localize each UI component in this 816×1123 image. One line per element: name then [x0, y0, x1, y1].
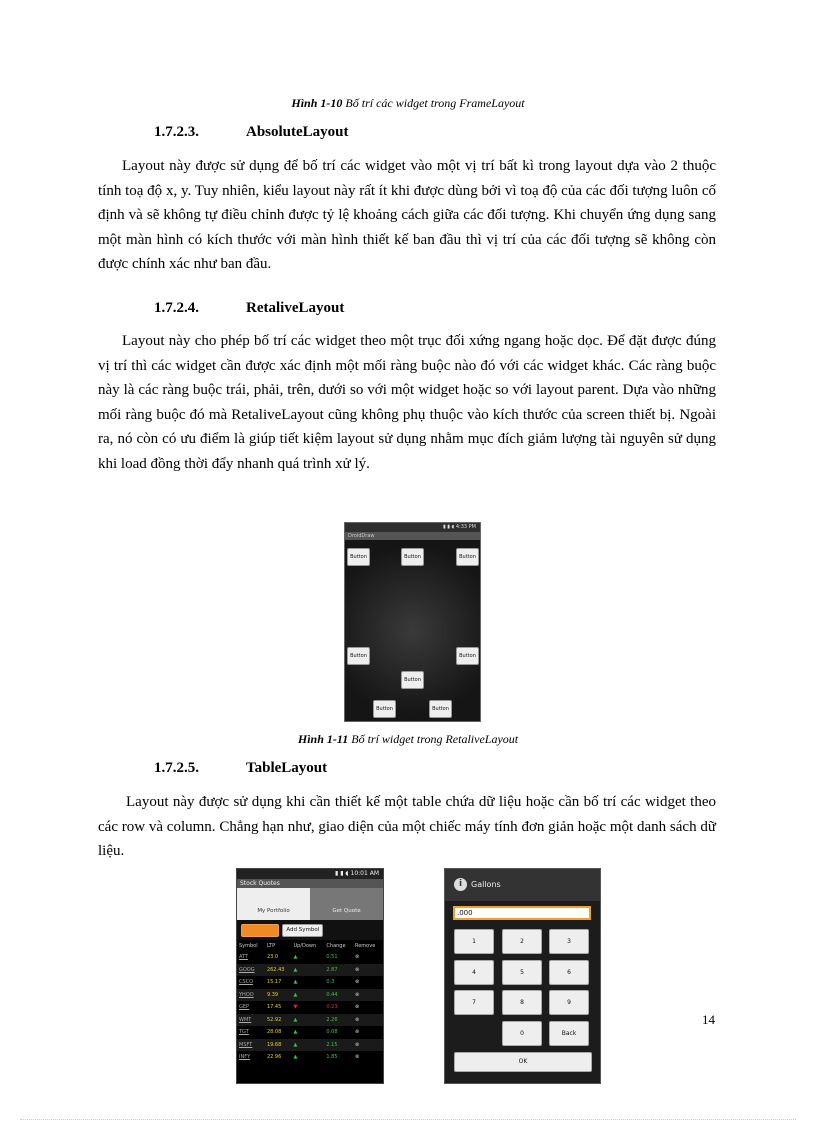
add-symbol-button[interactable]: Add Symbol — [282, 924, 323, 937]
ok-button[interactable]: OK — [454, 1052, 592, 1072]
remove-icon[interactable]: ⊗ — [353, 1014, 383, 1027]
change-value: 0.51 — [326, 954, 338, 961]
paragraph-table: Layout này được sử dụng khi cần thiết kế một table chứa dữ liệu hoặc cần bố trí các widget theo các row và column. Chẳng hạn như, giao diện của một chiếc máy tính đơn giản hoặc một danh sách dữ liệu. — [98, 794, 716, 859]
ltp-value: 52.92 — [265, 1014, 292, 1027]
table-row — [237, 1039, 383, 1052]
arrow-up-icon: ▲ — [291, 1014, 324, 1027]
gallons-dialog-screenshot — [444, 868, 601, 1084]
ltp-value: 9.39 — [265, 989, 292, 1002]
status-bar: ▮ ▮ ◖ 10:01 AM — [237, 869, 383, 879]
ltp-value: 17.45 — [266, 1004, 282, 1011]
section-title: RetaliveLayout — [246, 300, 345, 316]
arrow-up-icon: ▲ — [293, 1054, 298, 1061]
ltp-value: 22.96 — [266, 1054, 282, 1061]
column-header: Up/Down — [293, 942, 317, 949]
page-bottom-divider — [20, 1119, 796, 1120]
key-6[interactable]: 6 — [549, 960, 589, 985]
column-header: Symbol — [239, 942, 258, 949]
widget-button[interactable]: Button — [347, 647, 370, 665]
arrow-up-icon: ▲ — [291, 1039, 324, 1052]
change-value: 2.15 — [324, 1039, 353, 1052]
status-bar: ▮ ▮ ◖ 4:33 PM — [345, 523, 480, 532]
widget-button[interactable]: Button — [456, 647, 479, 665]
figure-label: Hình 1-10 — [291, 96, 343, 110]
table-row — [237, 1026, 383, 1039]
app-title: DroidDraw — [345, 532, 480, 540]
key-2[interactable]: 2 — [502, 929, 542, 954]
section-number: 1.7.2.5. — [154, 760, 199, 776]
change-value: 0.3 — [326, 979, 335, 986]
key-7[interactable]: 7 — [454, 990, 494, 1015]
buy-stocks-button[interactable]: Buy Stocks — [241, 924, 279, 937]
change-value: 2.26 — [324, 1014, 353, 1027]
table-row — [237, 1051, 383, 1064]
section-number: 1.7.2.4. — [154, 300, 199, 316]
relative-screen — [345, 540, 480, 721]
arrow-up-icon: ▲ — [293, 954, 298, 961]
table-row — [237, 964, 383, 977]
dialog-title: Gallons — [471, 880, 501, 889]
figure-caption-1-11 — [0, 732, 816, 747]
ltp-value: 28.08 — [266, 1029, 282, 1036]
info-icon: i — [454, 878, 467, 891]
table-row — [237, 989, 383, 1002]
section-number: 1.7.2.3. — [154, 124, 199, 140]
stock-quotes-screenshot — [236, 868, 384, 1084]
widget-button[interactable]: Button — [401, 548, 424, 566]
arrow-up-icon: ▲ — [293, 1029, 298, 1036]
back-key[interactable]: Back — [549, 1021, 589, 1046]
remove-icon[interactable]: ⊗ — [353, 964, 383, 977]
app-title: Stock Quotes — [237, 879, 383, 888]
table-row — [237, 1001, 383, 1014]
change-value: 0.44 — [324, 989, 353, 1002]
symbol-link[interactable]: TGT — [239, 1029, 249, 1036]
widget-button[interactable]: Button — [429, 700, 452, 718]
button-row — [237, 920, 383, 940]
symbol-link[interactable]: CSCO — [239, 979, 254, 986]
key-1[interactable]: 1 — [454, 929, 494, 954]
figure-label: Hình 1-11 — [297, 732, 349, 746]
widget-button[interactable]: Button — [373, 700, 396, 718]
widget-button[interactable]: Button — [456, 548, 479, 566]
remove-icon[interactable]: ⊗ — [353, 989, 383, 1002]
ltp-value: 15.17 — [266, 979, 282, 986]
arrow-down-icon: ▼ — [293, 1004, 298, 1011]
ltp-value: 262.43 — [265, 964, 292, 977]
arrow-up-icon: ▲ — [293, 979, 298, 986]
remove-icon[interactable]: ⊗ — [354, 979, 360, 986]
table-row — [237, 976, 383, 989]
change-value: 0.08 — [326, 1029, 338, 1036]
key-0[interactable]: 0 — [502, 1021, 542, 1046]
section-heading-table — [154, 760, 327, 777]
key-4[interactable]: 4 — [454, 960, 494, 985]
remove-icon[interactable]: ⊗ — [354, 954, 360, 961]
tab-my-portfolio[interactable]: My Portfolio — [237, 888, 310, 920]
tab-get-quote[interactable]: Get Quote — [310, 888, 383, 920]
section-title: TableLayout — [246, 760, 328, 776]
column-header: LTP — [266, 942, 276, 949]
table-row — [237, 951, 383, 964]
figure-caption-1-10 — [0, 96, 816, 111]
key-5[interactable]: 5 — [502, 960, 542, 985]
relative-layout-screenshot — [344, 522, 481, 722]
widget-button[interactable]: Button — [401, 671, 424, 689]
dialog-header — [445, 869, 600, 901]
change-value: 0.23 — [326, 1004, 338, 1011]
remove-icon[interactable]: ⊗ — [354, 1029, 360, 1036]
column-header: Change — [326, 942, 346, 949]
ltp-value: 23.0 — [266, 954, 279, 961]
symbol-link[interactable]: ATT — [239, 954, 249, 961]
remove-icon[interactable]: ⊗ — [354, 1004, 360, 1011]
change-value: 1.85 — [326, 1054, 338, 1061]
widget-button[interactable]: Button — [347, 548, 370, 566]
symbol-link[interactable]: MSFT — [237, 1039, 265, 1052]
symbol-link[interactable]: INFY — [239, 1054, 251, 1061]
remove-icon[interactable]: ⊗ — [354, 1054, 360, 1061]
column-header: Remove — [354, 942, 376, 949]
paragraph-relative: Layout này cho phép bố trí các widget theo một trục đối xứng ngang hoặc dọc. Để đặt được đúng vị trí thì các widget cần được xác định một mối ràng buộc nào đó với các widget khác. Các ràng buộc này là các ràng buộc trái, phải, trên, dưới so với một widget hoặc so với layout parent. Dựa vào những mối ràng buộc đó mà RetaliveLayout cũng không phụ thuộc vào kích thước của screen thiết bị. Ngoài ra, nó còn có ưu điểm là giúp tiết kiệm layout sử dụng nhằm mục đích giảm lượng tài nguyên sử dụng khi load đồng thời đẩy nhanh quá trình xử lý. — [98, 333, 716, 472]
figure-text: Bố trí các widget trong FrameLayout — [345, 96, 525, 110]
remove-icon[interactable]: ⊗ — [353, 1039, 383, 1052]
gallons-input[interactable]: .000 — [453, 906, 591, 920]
section-heading-relative — [154, 300, 344, 317]
key-9[interactable]: 9 — [549, 990, 589, 1015]
key-8[interactable]: 8 — [502, 990, 542, 1015]
arrow-up-icon: ▲ — [291, 964, 324, 977]
paragraph-absolute: Layout này được sử dụng để bố trí các widget vào một vị trí bất kì trong layout dựa vào 2 thuộc tính toạ độ x, y. Tuy nhiên, kiểu layout này rất ít khi được dùng bởi vì toạ độ của các đối tượng luôn cố định và sẽ không tự điều chỉnh được tỷ lệ khoảng cách giữa các đối tượng. Khi chuyển ứng dụng sang một màn hình có kích thước với màn hình thiết kế ban đầu thì vị trí của các đối tượng sẽ không còn được chính xác như ban đầu. — [98, 158, 716, 272]
page-number: 14 — [702, 1012, 715, 1027]
change-value: 2.87 — [324, 964, 353, 977]
symbol-link[interactable]: GEP — [239, 1004, 250, 1011]
stock-table — [237, 940, 383, 1064]
ltp-value: 19.68 — [265, 1039, 292, 1052]
section-title: AbsoluteLayout — [246, 124, 349, 140]
figure-text: Bố trí widget trong RetaliveLayout — [351, 732, 519, 746]
table-row — [237, 1014, 383, 1027]
symbol-link[interactable]: GOOG — [237, 964, 265, 977]
key-3[interactable]: 3 — [549, 929, 589, 954]
symbol-link[interactable]: WMT — [237, 1014, 265, 1027]
tab-bar — [237, 888, 383, 920]
symbol-link[interactable]: YHOO — [237, 989, 265, 1002]
section-heading-absolute — [154, 124, 349, 141]
arrow-up-icon: ▲ — [291, 989, 324, 1002]
